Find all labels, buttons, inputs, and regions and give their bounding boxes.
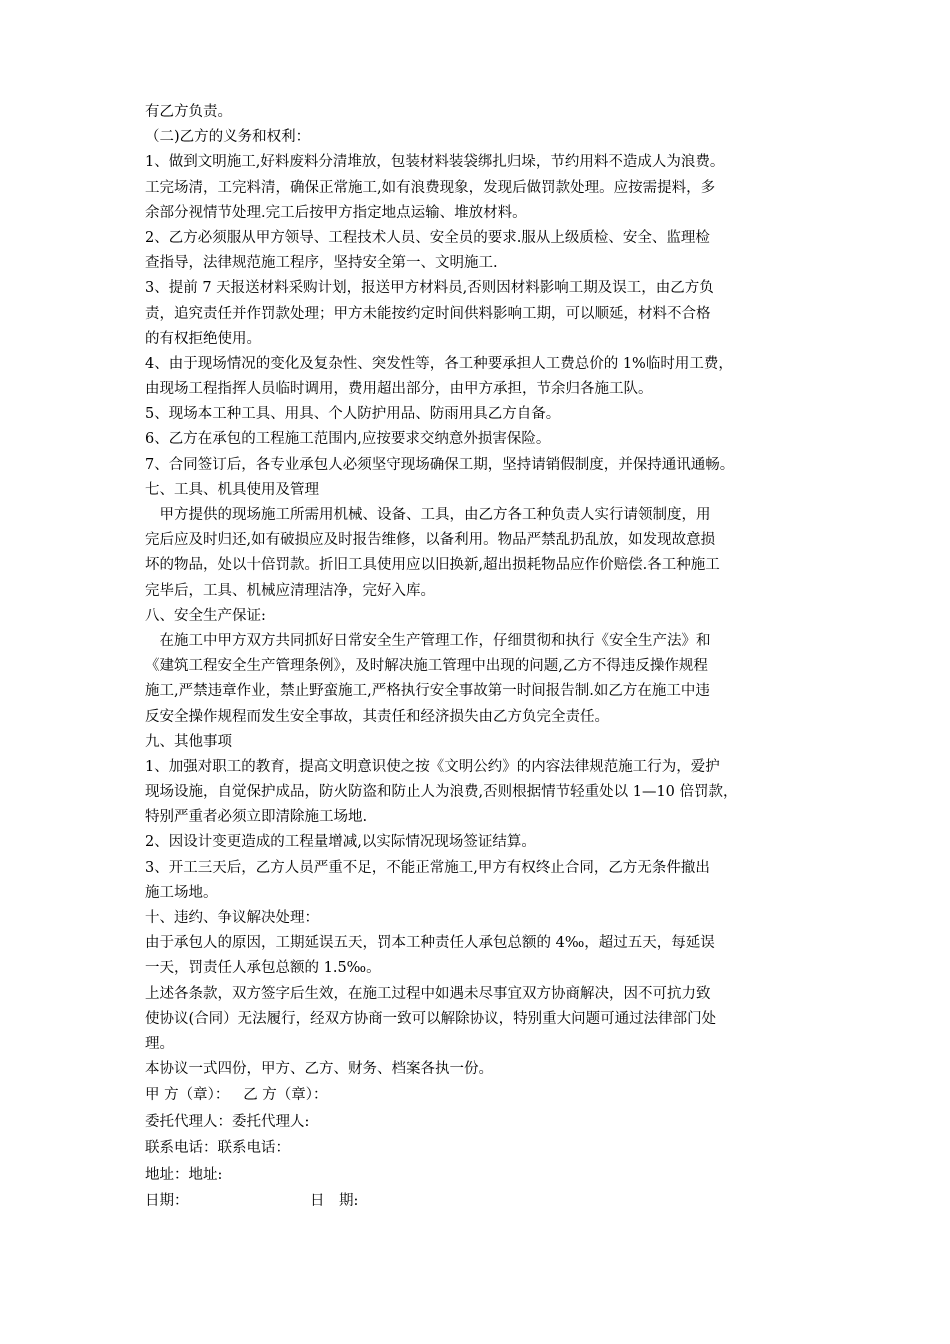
text-line: 在施工中甲方双方共同抓好日常安全生产管理工作，仔细贯彻和执行《安全生产法》和 — [145, 632, 711, 649]
contract-body — [145, 100, 820, 1082]
address-a-label: 地址： — [145, 1166, 189, 1183]
text-line: 由于承包人的原因，工期延误五天，罚本工种责任人承包总额的 4‰，超过五天，每延误 — [145, 935, 715, 952]
section-heading: （二)乙方的义务和权利： — [145, 129, 311, 146]
text-line: 《建筑工程安全生产管理条例》，及时解决施工管理中出现的问题,乙方不得违反操作规程 — [145, 658, 708, 675]
text-line: 现场设施，自觉保护成品，防火防盗和防止人为浪费,否则根据情节轻重处以 1—10 倍罚款， — [145, 784, 738, 801]
text-line: 责，追究责任并作罚款处理；甲方未能按约定时间供料影响工期，可以顺延，材料不合格 — [145, 305, 711, 322]
phone-a-label: 联系电话： — [145, 1140, 218, 1157]
text-line: 完毕后，工具、机械应清理洁净，完好入库。 — [145, 582, 435, 599]
text-line: 施工场地。 — [145, 884, 218, 901]
text-line: 3、提前 7 天报送材料采购计划，报送甲方材料员,否则因材料影响工期及误工，由乙方负 — [145, 280, 714, 297]
signature-row-party — [145, 1082, 820, 1109]
text-line: 5、现场本工种工具、用具、个人防护用品、防雨用具乙方自备。 — [145, 406, 561, 423]
text-line: 工完场清，工完料清，确保正常施工,如有浪费现象，发现后做罚款处理。应按需提料，多 — [145, 179, 716, 196]
text-line: 3、开工三天后，乙方人员严重不足，不能正常施工,甲方有权终止合同，乙方无条件撤出 — [145, 859, 710, 876]
text-line: 甲方提供的现场施工所需用机械、设备、工具，由乙方各工种负责人实行请领制度，用 — [145, 507, 711, 523]
phone-b-label: 联系电话： — [217, 1140, 290, 1157]
agent-a-label: 委托代理人： — [145, 1113, 232, 1130]
section-heading: 九、其他事项 — [145, 733, 232, 750]
text-line: 6、乙方在承包的工程施工范围内,应按要求交纳意外损害保险。 — [145, 431, 551, 448]
text-line: 1、做到文明施工,好料废料分清堆放，包装材料装袋绑扎归垛，节约用料不造成人为浪费。 — [145, 154, 725, 171]
section-heading: 八、安全生产保证: — [145, 607, 266, 624]
text-line: 一天，罚责任人承包总额的 1.5‰。 — [145, 960, 381, 977]
agent-b-label: 委托代理人: — [232, 1113, 310, 1130]
text-line: 由现场工程指挥人员临时调用，费用超出部分，由甲方承担，节余归各施工队。 — [145, 381, 653, 398]
text-line: 坏的物品，处以十倍罚款。折旧工具使用应以旧换新,超出损耗物品应作价赔偿.各工种施工 — [145, 557, 720, 574]
text-line: 反安全操作规程而发生安全事故，其责任和经济损失由乙方负完全责任。 — [145, 708, 609, 725]
signature-row-phone — [145, 1135, 820, 1162]
text-line: 4、由于现场情况的变化及复杂性、突发性等，各工种要承担人工费总价的 1%临时用工费， — [145, 355, 733, 372]
signature-row-agent — [145, 1109, 820, 1136]
date-b-label: 日 期: — [310, 1193, 359, 1210]
party-a-label: 甲 方（章）： — [145, 1087, 230, 1104]
text-line: 特别严重者必须立即清除施工场地. — [145, 809, 368, 826]
text-line: 查指导，法律规范施工程序，坚持安全第一、文明施工. — [145, 255, 498, 272]
text-line: 施工,严禁违章作业，禁止野蛮施工,严格执行安全事故第一时间报告制.如乙方在施工中违 — [145, 683, 710, 700]
signature-block — [145, 1082, 820, 1215]
text-line: 上述各条款，双方签字后生效，在施工过程中如遇未尽事宜双方协商解决，因不可抗力致 — [145, 985, 711, 1002]
text-line: 余部分视情节处理.完工后按甲方指定地点运输、堆放材料。 — [145, 204, 527, 221]
contract-page — [145, 100, 820, 1215]
signature-row-date — [145, 1188, 820, 1215]
address-b-label: 地址: — [188, 1166, 223, 1183]
text-line: 的有权拒绝使用。 — [145, 330, 261, 347]
text-line: 2、因设计变更造成的工程量增减,以实际情况现场签证结算。 — [145, 834, 536, 851]
text-line: 本协议一式四份，甲方、乙方、财务、档案各执一份。 — [145, 1061, 493, 1078]
text-line: 1、加强对职工的教育，提高文明意识使之按《文明公约》的内容法律规范施工行为，爱护 — [145, 758, 720, 775]
section-heading: 七、工具、机具使用及管理 — [145, 481, 319, 498]
text-line: 有乙方负责。 — [145, 104, 232, 120]
signature-row-address — [145, 1162, 820, 1189]
section-heading: 十、违约、争议解决处理： — [145, 910, 319, 926]
date-a-label: 日期： — [145, 1193, 189, 1210]
text-line: 理。 — [145, 1035, 174, 1052]
text-line: 7、合同签订后，各专业承包人必须坚守现场确保工期，坚持请销假制度，并保持通讯通畅。 — [145, 456, 735, 473]
text-line: 2、乙方必须服从甲方领导、工程技术人员、安全员的要求.服从上级质检、安全、监理检 — [145, 229, 710, 246]
text-line: 完后应及时归还,如有破损应及时报告维修，以备利用。物品严禁乱扔乱放，如发现故意损 — [145, 532, 716, 549]
text-line: 使协议(合同）无法履行，经双方协商一致可以解除协议，特别重大问题可通过法律部门处 — [145, 1010, 717, 1027]
party-b-label: 乙 方（章）： — [243, 1087, 328, 1104]
